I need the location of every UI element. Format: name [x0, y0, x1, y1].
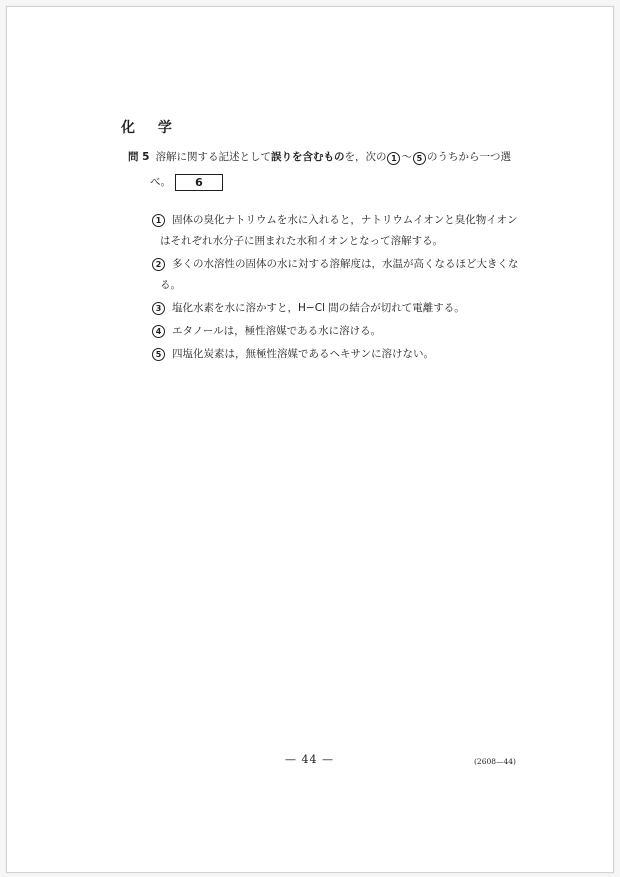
answer-box[interactable]: 6 — [175, 174, 223, 191]
range-start-marker: 1 — [387, 152, 400, 165]
range-separator: ～ — [401, 151, 412, 163]
option-text: 塩化水素を水に溶かすと，H−Cl 間の結合が切れて電離する。 — [172, 302, 465, 314]
exam-page — [6, 6, 614, 873]
question-text-line2: べ。 — [150, 176, 171, 188]
question-emphasis: 誤りを含むもの — [270, 151, 345, 163]
question-line2 — [128, 172, 528, 193]
option-number-marker: 3 — [152, 302, 165, 315]
option-number-marker: 2 — [152, 258, 165, 271]
option-1[interactable] — [152, 210, 524, 252]
question-text-after: のうちから一つ選 — [426, 151, 511, 163]
option-number-marker: 4 — [152, 325, 165, 338]
option-text: 四塩化炭素は，無極性溶媒であるヘキサンに溶けない。 — [172, 348, 434, 360]
option-5[interactable] — [152, 344, 524, 365]
question-prompt — [128, 147, 528, 193]
question-text-before: 溶解に関する記述として — [155, 151, 271, 163]
question-number: 問 5 — [128, 151, 150, 163]
option-text: 固体の臭化ナトリウムを水に入れると，ナトリウムイオンと臭化物イオン — [172, 214, 518, 226]
option-list — [152, 210, 524, 367]
option-text: 多くの水溶性の固体の水に対する溶解度は，水温が高くなるほど大きくな — [172, 258, 519, 270]
range-end-marker: 5 — [413, 152, 426, 165]
subject-heading: 化 学 — [121, 120, 181, 136]
page-number: — 44 — — [285, 753, 334, 766]
option-text: エタノールは，極性溶媒である水に溶ける。 — [172, 325, 382, 337]
option-text-continued: はそれぞれ水分子に囲まれた水和イオンとなって溶解する。 — [160, 235, 444, 247]
page-code: (2608—44) — [474, 757, 516, 766]
option-3[interactable] — [152, 298, 524, 319]
option-number-marker: 1 — [152, 214, 165, 227]
option-2[interactable] — [152, 254, 524, 296]
question-text-mid: を，次の — [344, 151, 387, 163]
option-text-continued: る。 — [160, 279, 181, 291]
option-4[interactable] — [152, 321, 524, 342]
option-number-marker: 5 — [152, 348, 165, 361]
